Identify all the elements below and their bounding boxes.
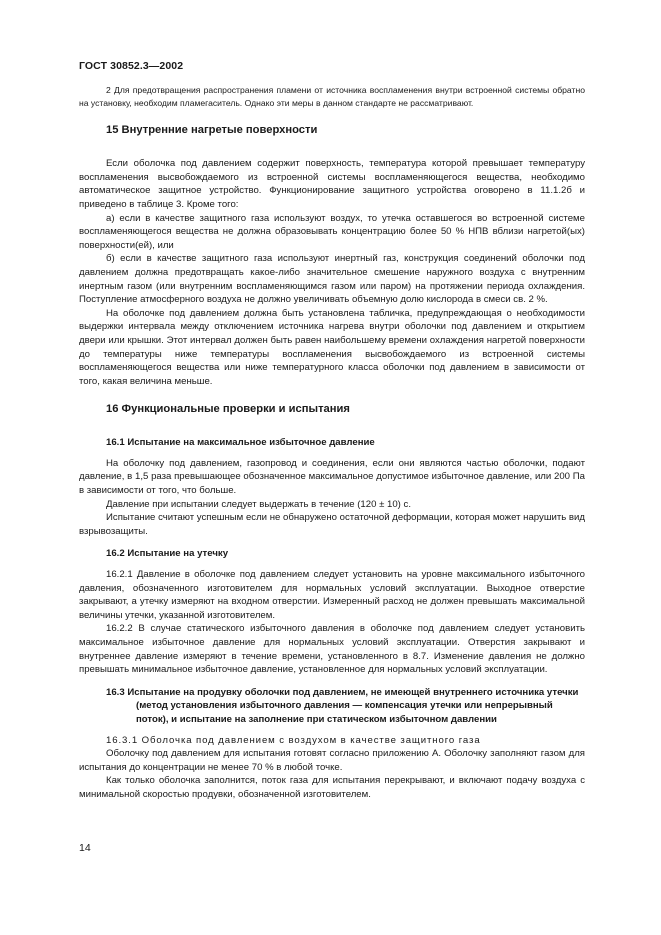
section-16-3-1-paragraph: Оболочку под давлением для испытания готовят согласно приложению А. Оболочку заполняют газом для испытания до концентрации не менее 70 % в любой точке. [79,748,585,773]
section-16-1-title: 16.1 Испытание на максимальное избыточное давление [106,437,375,449]
page-number: 14 [79,842,91,854]
section-16-2-2-paragraph: 16.2.2 В случае статического избыточного давления в оболочке под давлением следует установить максимальное избыточное давление для нормальных условий эксплуатации. Отверстия закрывают и внутреннее давление измеряют в течение времени, установленного в 8.7. Изменение давления не должно превышать минимальное избыточное давление, установленное для нормальных условий эксплуатации. [79,623,585,676]
section-16-2-1-paragraph: 16.2.1 Давление в оболочке под давлением следует установить на уровне максимального избыточного давления, обозначенного изготовителем для нормальных условий эксплуатации. Выходное отверстие закрывают, а утечку измеряют на входном отверстии. Измеренный расход не должен превышать максимальной величины утечки, указанной изготовителем. [79,569,585,621]
section-15-title: 15 Внутренние нагретые поверхности [106,124,318,137]
section-16-1-paragraph: Испытание считают успешным если не обнаружено остаточной деформации, которая может нарушить вид взрывозащиты. [79,512,585,537]
section-16-1-paragraph: На оболочку под давлением, газопровод и соединения, если они являются частью оболочки, подают давление, в 1,5 раза превышающее обозначенное максимальное допустимое избыточное давление, или 200 Па в зависимости от того, что больше. [79,457,585,497]
section-16-1-paragraph: Давление при испытании следует выдержать в течение (120 ± 10) с. [106,498,411,510]
section-15-paragraph: На оболочке под давлением должна быть установлена табличка, предупреждающая о необходимости выдержки интервала между отключением источника нагрева внутри оболочки под давлением и открытием двери или крышки. Этот интервал должен быть равен наибольшему времени охлаждения нагретой поверхности до температуры ниже температуры воспламенения высвобождаемого из встроенной системы воспламеняющегося вещества или ниже температурного класса оболочки под давлением в зависимости от того, какая величина меньше. [79,307,585,387]
section-16-3-1-paragraph: Как только оболочка заполнится, поток газа для испытания перекрывают, и включают подачу воздуха с минимальной скоростью продувки, обозначенной изготовителем. [79,775,585,800]
section-15-item-b: б) если в качестве защитного газа используют инертный газ, конструкция соединений оболочки под давлением должна предотвращать какое-либо значительное смешение наружного воздуха с внутренним инертным газом (или внутренним воспламеняющимся газом или паром) на протяжении периода охлаждения. Поступление атмосферного воздуха не должно увеличивать объемную долю кислорода в смеси св. 2 %. [79,253,585,306]
section-16-title: 16 Функциональные проверки и испытания [106,403,350,416]
section-16-3-title: 16.3 Испытание на продувку оболочки под давлением, не имеющей внутреннего источника утечки (метод установления избыточного давления — компенсация утечки или непрерывный поток), и испытание на заполнение при статическом избыточном давлении [106,686,579,725]
note-2: 2 Для предотвращения распространения пламени от источника воспламенения внутри встроенной системы обратно на установку, необходим пламегаситель. Однако эти меры в данном стандарте не рассматривают. [79,85,585,108]
section-16-2-title: 16.2 Испытание на утечку [106,548,229,560]
page-content [79,84,585,802]
section-16-3-1-subtitle: 16.3.1 Оболочка под давлением с воздухом в качестве защитного газа [106,734,481,746]
section-15-paragraph: Если оболочка под давлением содержит поверхность, температура которой превышает температуру воспламенения высвобождаемого из встроенной системы воспламеняющегося вещества, необходимо автоматическое защитное устройство. Функционирование защитного устройства оговорено в 11.1.2б и приведено в таблице 3. Кроме того: [79,158,585,210]
document-code: ГОСТ 30852.3—2002 [79,60,184,72]
section-15-item-a: а) если в качестве защитного газа используют воздух, то утечка оставшегося во встроенной системе воспламеняющегося вещества не должна образовывать концентрацию более 50 % НПВ вблизи нагретой(ых) поверхности(ей), или [79,212,585,251]
